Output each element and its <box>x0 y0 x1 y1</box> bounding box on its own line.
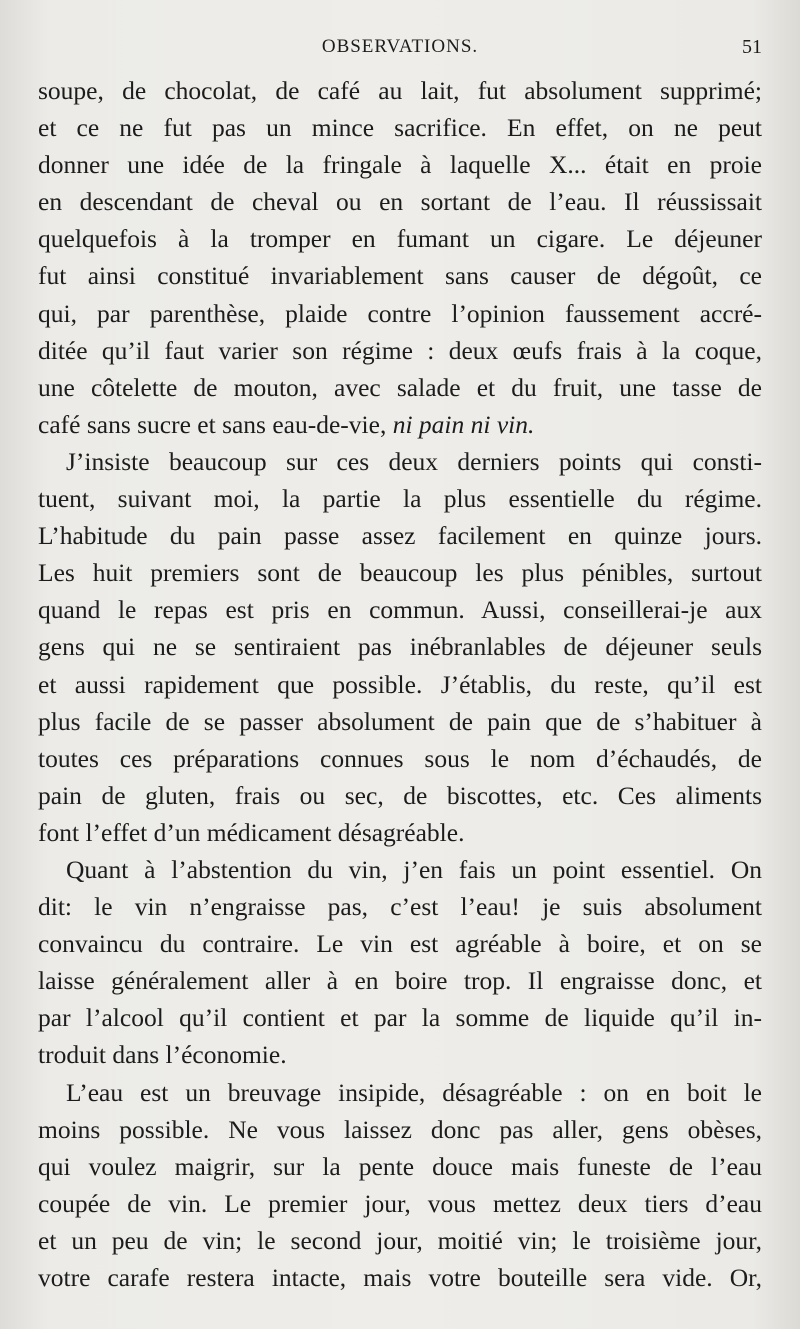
line: tuent, suivant moi, la partie la plus essentielle du régime. <box>38 484 762 514</box>
line: moins possible. Ne vous laissez donc pas aller, gens obèses, <box>38 1114 762 1144</box>
paragraph-last-line <box>38 406 762 443</box>
paragraph-last-line: font l’effet d’un médicament désagréable. <box>38 817 465 847</box>
line: et aussi rapidement que possible. J’établis, du reste, qu’il est <box>38 669 762 699</box>
line: qui voulez maigrir, sur la pente douce mais funeste de l’eau <box>38 1151 762 1181</box>
running-head <box>38 32 762 72</box>
line: et ce ne fut pas un mince sacrifice. En effet, on ne peut <box>38 113 762 143</box>
line: quand le repas est pris en commun. Aussi, conseillerai-je aux <box>38 595 762 625</box>
line-text: café sans sucre et sans eau-de-vie, <box>38 409 387 439</box>
line: donner une idée de la fringale à laquelle X... était en proie <box>38 150 762 180</box>
line: Les huit premiers sont de beaucoup les plus pénibles, surtout <box>38 558 762 588</box>
line: soupe, de chocolat, de café au lait, fut absolument supprimé; <box>38 76 762 105</box>
line: L’habitude du pain passe assez facilement en quinze jours. <box>38 521 762 551</box>
line: plus facile de se passer absolument de pain que de s’habituer à <box>38 706 762 736</box>
paragraph-first-line: J’insiste beaucoup sur ces deux derniers points qui consti- <box>66 446 762 476</box>
line: quelquefois à la tromper en fumant un cigare. Le déjeuner <box>38 224 762 254</box>
paragraph-first-line: L’eau est un breuvage insipide, désagréable : on en boit le <box>66 1077 762 1107</box>
line: et un peu de vin; le second jour, moitié vin; le troisième jour, <box>38 1225 762 1255</box>
italic-text: ni pain ni vin. <box>392 409 535 439</box>
line: une côtelette de mouton, avec salade et du fruit, une tasse de <box>38 372 762 402</box>
line: convaincu du contraire. Le vin est agréable à boire, et on se <box>38 929 762 959</box>
line: en descendant de cheval ou en sortant de l’eau. Il réussissait <box>38 187 762 217</box>
line: dit: le vin n’engraisse pas, c’est l’eau! je suis absolument <box>38 892 762 922</box>
line: par l’alcool qu’il contient et par la somme de liquide qu’il in- <box>38 1003 762 1033</box>
line: votre carafe restera intacte, mais votre bouteille sera vide. Or, <box>38 1263 762 1292</box>
line: laisse généralement aller à en boire trop. Il engraisse donc, et <box>38 966 762 996</box>
line: ditée qu’il faut varier son régime : deux œufs frais à la coque, <box>38 335 762 365</box>
running-title: OBSERVATIONS. <box>321 36 479 57</box>
body-text <box>38 72 762 1296</box>
line: coupée de vin. Le premier jour, vous mettez deux tiers d’eau <box>38 1188 762 1218</box>
page-number: 51 <box>742 36 762 58</box>
paragraph-first-line: Quant à l’abstention du vin, j’en fais un point essentiel. On <box>66 854 762 884</box>
line: toutes ces préparations connues sous le nom d’échaudés, de <box>38 743 762 773</box>
line: qui, par parenthèse, plaide contre l’opinion faussement accré- <box>38 298 762 328</box>
line: fut ainsi constitué invariablement sans causer de dégoût, ce <box>38 261 762 291</box>
paragraph-last-line: troduit dans l’économie. <box>38 1040 287 1070</box>
line: pain de gluten, frais ou sec, de biscottes, etc. Ces aliments <box>38 780 762 810</box>
line: gens qui ne se sentiraient pas inébranlables de déjeuner seuls <box>38 632 762 662</box>
